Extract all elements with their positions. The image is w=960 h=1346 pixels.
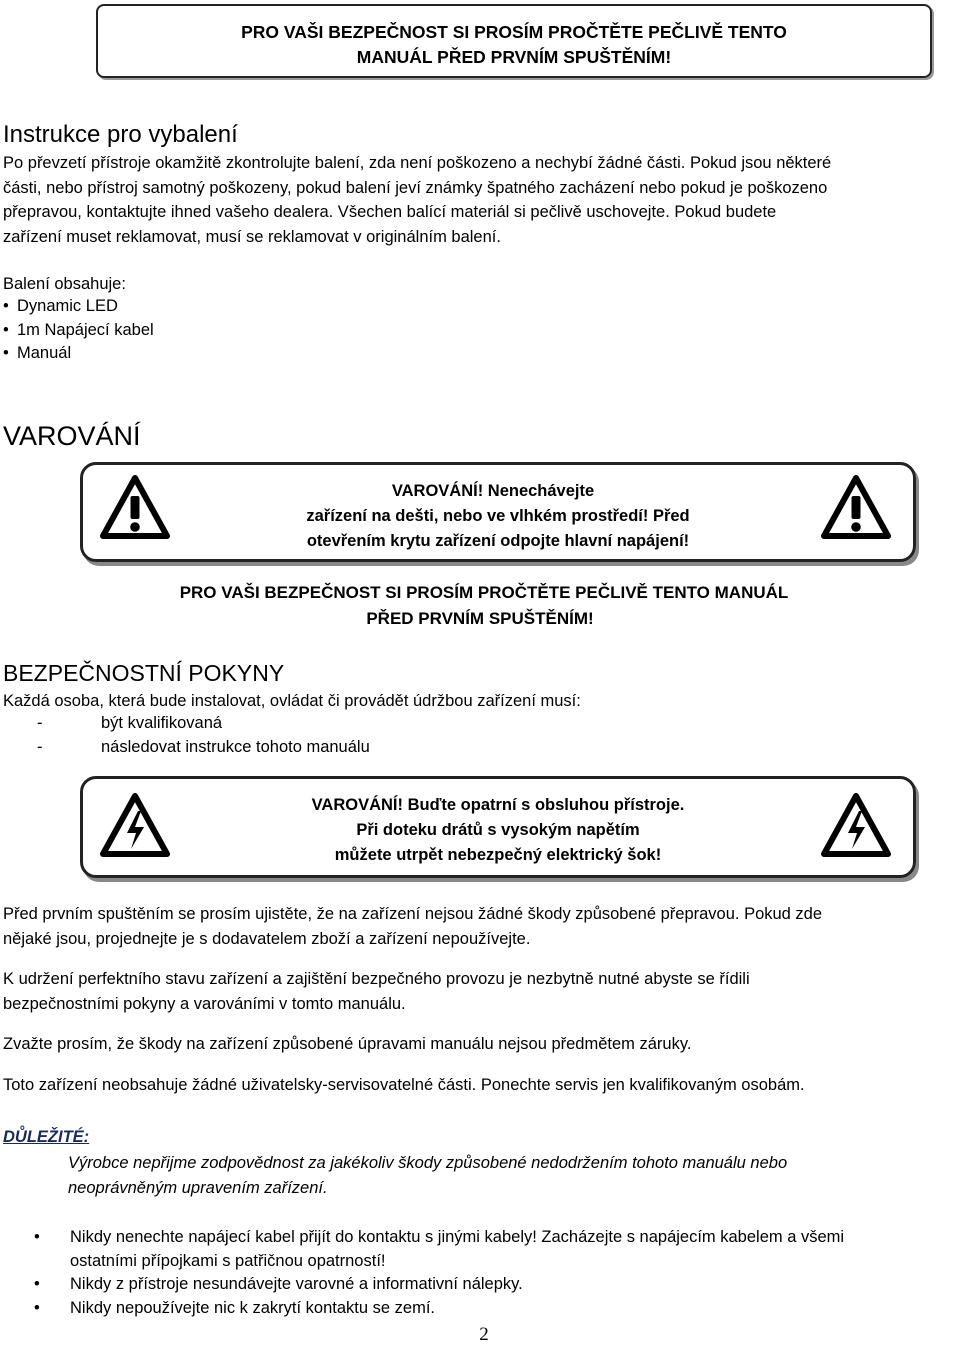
moisture-warning-box	[80, 462, 916, 562]
unpacking-line-3: přepravou, kontaktujte ihned vašeho dealera. Všechen balící materiál si pečlivě uschovejte. Pokud budete	[3, 203, 777, 222]
safety-notice-line-2: PŘED PRVNÍM SPUŠTĚNÍM!	[366, 609, 594, 628]
list-item: • Dynamic LED	[3, 297, 118, 315]
warning-heading: VAROVÁNÍ	[3, 421, 141, 451]
banner-line-2: MANUÁL PŘED PRVNÍM SPUŠTĚNÍM!	[356, 47, 672, 67]
unpacking-line-4: zařízení muset reklamovat, musí se reklamovat v originálním balení.	[3, 228, 501, 247]
safety-banner	[96, 4, 932, 78]
paragraph-service: Toto zařízení neobsahuje žádné uživatelsky-servisovatelné části. Ponechte servis jen kvalifikovaným osobám.	[3, 1076, 805, 1094]
unpacking-line-2: části, nebo přístroj samotný poškozeny, pokud balení jeví známky špatného zacházení nebo pokud je poškozeno	[3, 178, 828, 197]
paragraph-transport-damage: Před prvním spuštěním se prosím ujistěte, že na zařízení nejsou žádné škody způsobené přepravou. Pokud zde nějaké jsou, projednejte je s dodavatelem zboží a zařízení nepoužívejte.	[3, 905, 823, 948]
warning-line-2: zařízení na dešti, nebo ve vlhkém prostředí! Před	[306, 507, 690, 525]
electric-warning-line-2: Při doteku drátů s vysokým napětím	[356, 821, 640, 839]
list-item: • Nikdy z přístroje nesundávejte varovné a informativní nálepky.	[34, 1275, 523, 1293]
unpacking-heading: Instrukce pro vybalení	[3, 121, 238, 148]
safety-heading: BEZPEČNOSTNÍ POKYNY	[3, 660, 285, 686]
list-item: • Manuál	[3, 344, 72, 362]
electric-warning-box	[80, 776, 916, 878]
page-number: 2	[479, 1324, 489, 1345]
warning-line-1: VAROVÁNÍ! Nenechávejte	[391, 482, 595, 500]
important-label: DŮLEŽITÉ:	[3, 1128, 90, 1146]
unpacking-paragraph	[3, 151, 955, 250]
rules-list	[34, 1226, 958, 1320]
electric-warning-line-3: můžete utrpět nebezpečný elektrický šok!	[334, 846, 662, 864]
paragraph-warranty: Zvažte prosím, že škody na zařízení způsobené úpravami manuálu nejsou předmětem záruky.	[3, 1035, 692, 1053]
requirements-list	[3, 712, 370, 759]
list-item: • Nikdy nepoužívejte nic k zakrytí kontaktu se zemí.	[34, 1298, 435, 1317]
warning-line-3: otevřením krytu zařízení odpojte hlavní napájení!	[306, 532, 690, 550]
safety-notice-line-1: PRO VAŠI BEZPEČNOST SI PROSÍM PROČTĚTE PEČLIVĚ TENTO MANUÁL	[179, 583, 789, 602]
safety-intro: Každá osoba, která bude instalovat, ovládat či provádět údržbou zařízení musí:	[3, 692, 581, 710]
list-item: - následovat instrukce tohoto manuálu	[37, 737, 370, 756]
list-item: • 1m Napájecí kabel	[3, 320, 154, 339]
list-item: • Nikdy nenechte napájecí kabel přijít do kontaktu s jinými kabely! Zacházejte s napájecím kabelem a všemi ostatními přípojkami s patřičnou opatrností!	[34, 1228, 845, 1270]
paragraph-safe-operation: K udržení perfektního stavu zařízení a zajištění bezpečného provozu je nezbytně nutné abyste se řídili bezpečnostními pokyny a varováními v tomto manuálu.	[3, 970, 750, 1013]
unpacking-line-1: Po převzetí přístroje okamžitě zkontrolujte balení, zda není poškozeno a nechybí žádné části. Pokud jsou některé	[3, 154, 832, 172]
list-item: - být kvalifikovaná	[37, 714, 223, 732]
contents-list	[3, 295, 154, 366]
electric-warning-line-1: VAROVÁNÍ! Buďte opatrní s obsluhou přístroje.	[311, 796, 685, 814]
banner-line-1: PRO VAŠI BEZPEČNOST SI PROSÍM PROČTĚTE PEČLIVĚ TENTO	[241, 22, 787, 42]
important-text: Výrobce nepřijme zodpovědnost za jakékoliv škody způsobené nedodržením tohoto manuálu nebo neoprávněným upravením zařízení.	[68, 1154, 788, 1197]
contents-label: Balení obsahuje:	[3, 275, 126, 293]
